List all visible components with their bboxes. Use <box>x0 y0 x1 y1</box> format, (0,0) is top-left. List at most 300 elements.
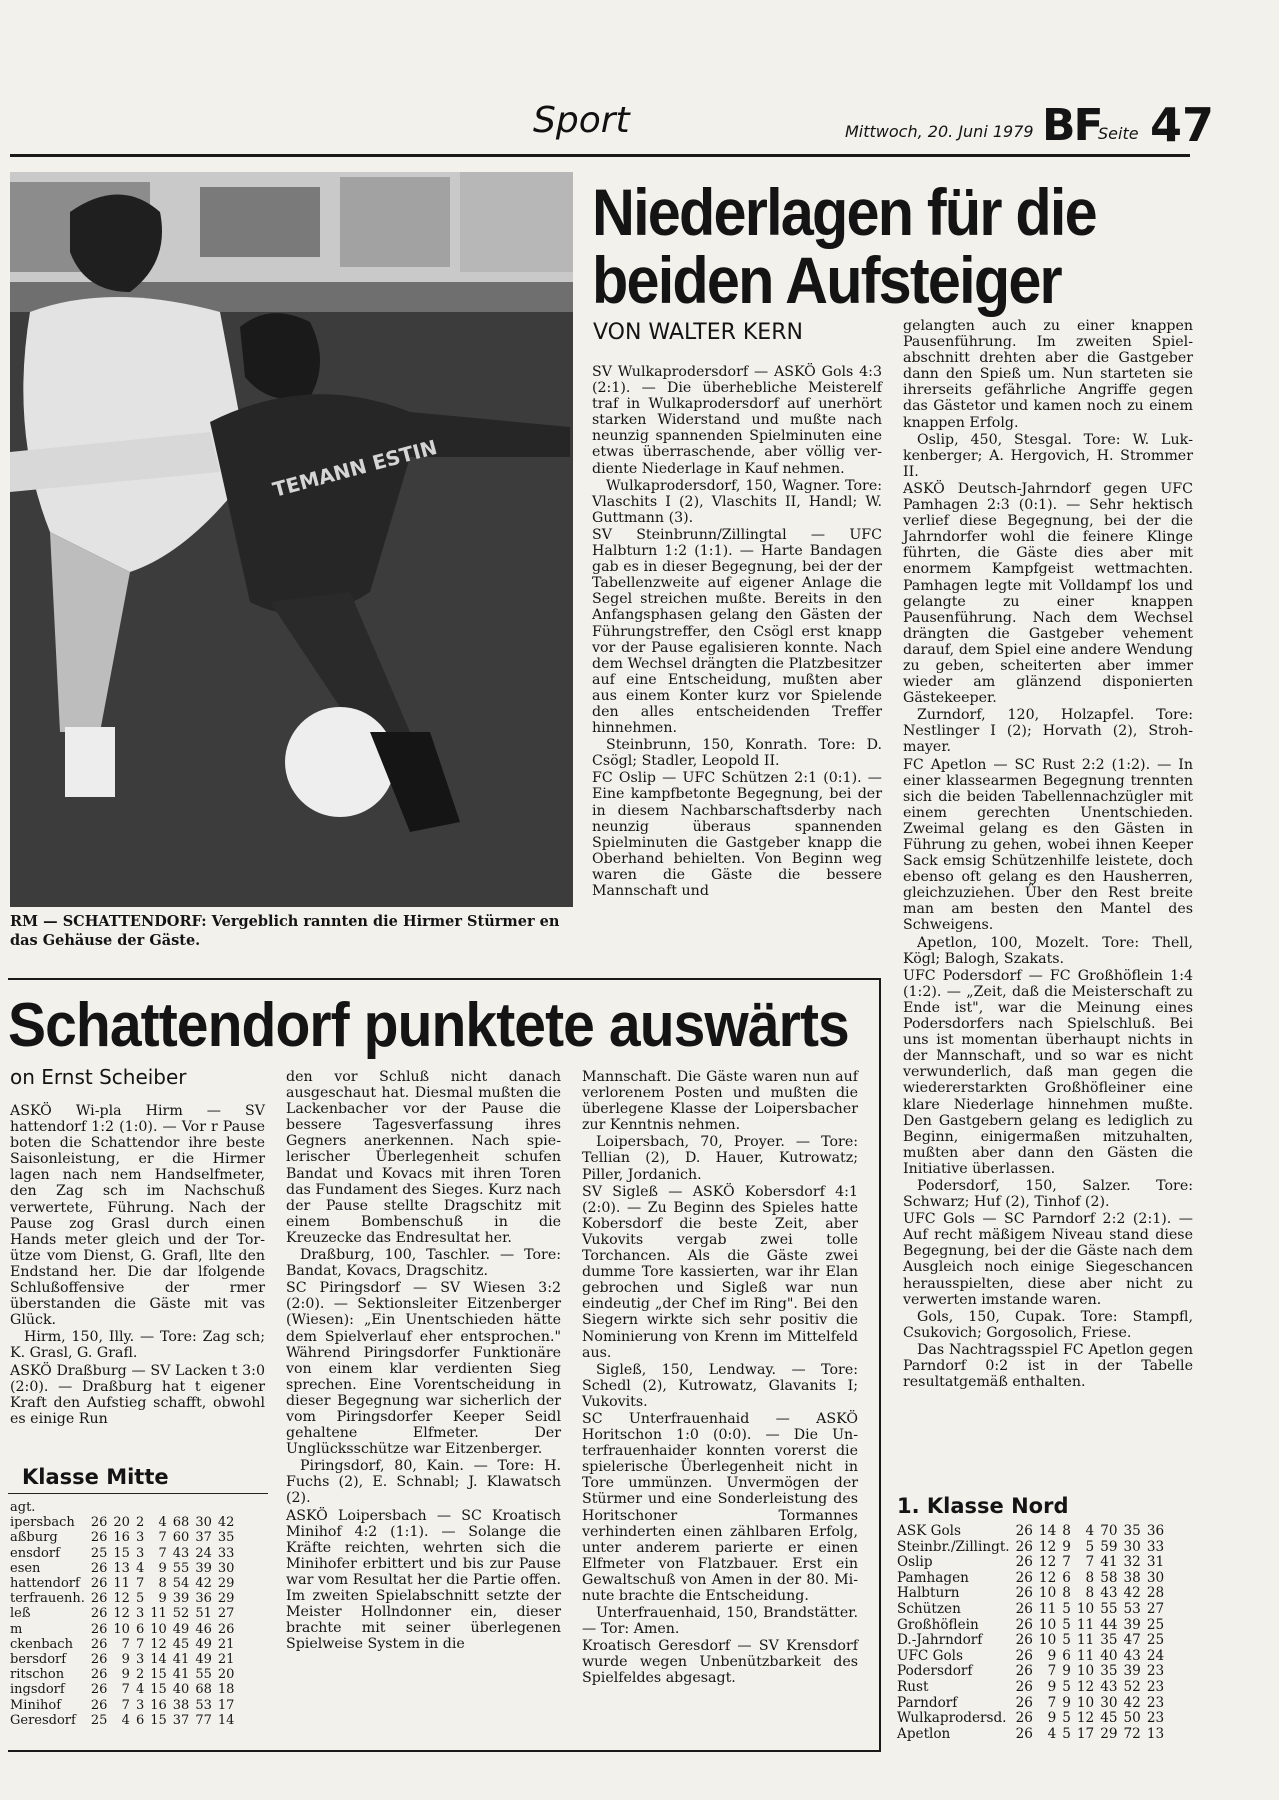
paragraph: SC Piringsdorf — SV Wiesen 3:2 (2:0). — Sektionsleiter Eitzenberger (Wiesen): „Ein Unentschieden hätte dem Spielverlauf eher entsprochen." Während Piringsdorfer Funktionäre von einem klar verdienten Sieg sprechen. Eine Vorentscheidung in dieser Begegnung war sicherlich der vom Piringsdorfer Keeper Seidl gehaltene Elfmeter. Der Unglücksschütze war Eitzenberger. <box>286 1280 561 1458</box>
stat-cell: 26 <box>1015 1710 1033 1727</box>
stat-cell: 4 <box>121 1712 130 1728</box>
stat-cell: 10 <box>1038 1632 1057 1649</box>
stat-cell: 4 <box>135 1682 145 1698</box>
stat-cell: 7 <box>1062 1554 1071 1571</box>
stat-cell: 26 <box>1015 1663 1033 1680</box>
stat-cell: 12 <box>113 1591 130 1607</box>
team-name: Oslip <box>897 1554 933 1571</box>
standings-table-nord <box>897 1524 1164 1742</box>
stat-cell: 9 <box>158 1560 167 1576</box>
stat-cell: 5 <box>1062 1616 1071 1633</box>
article1-column-2 <box>903 318 1193 1391</box>
stat-cell: 43 <box>1100 1678 1118 1695</box>
paragraph: SV Wulkaprodersdorf — ASKÖ Gols 4:3 (2:1). — Die überhebliche Meisterelf traf in Wulkaprodersdorf auf unerhört starken Widerstand und mußte nach neunzig spannenden Spielminuten eine etwas überraschende, aber völlig verdiente Niederlage in Kauf nehmen. <box>592 364 882 477</box>
stat-cell: 6 <box>135 1712 145 1728</box>
stat-cell: 18 <box>217 1682 235 1698</box>
stat-cell: 30 <box>1100 1694 1118 1711</box>
stat-cell: 68 <box>172 1515 190 1531</box>
table-row <box>897 1649 1164 1665</box>
stat-cell: 7 <box>121 1636 130 1652</box>
stat-cell: 26 <box>1015 1600 1033 1617</box>
stat-cell: 12 <box>1038 1554 1057 1571</box>
team-name: Halbturn <box>897 1585 960 1602</box>
stat-cell: 5 <box>1062 1678 1071 1695</box>
team-name: ritschon <box>10 1667 65 1683</box>
stat-cell: 25 <box>90 1712 108 1728</box>
table-row <box>10 1652 234 1667</box>
article1-column-1 <box>592 364 882 900</box>
team-name: m <box>10 1621 23 1637</box>
team-name: Wulkaprodersd. <box>897 1710 1007 1727</box>
stat-cell: 10 <box>1038 1585 1057 1602</box>
team-name: Podersdorf <box>897 1663 973 1680</box>
team-name: bersdorf <box>10 1652 67 1668</box>
table-row <box>10 1500 234 1515</box>
stat-cell: 6 <box>135 1621 145 1637</box>
section-title: Sport <box>533 100 630 141</box>
stat-cell: 35 <box>217 1530 235 1546</box>
paragraph: Zurndorf, 120, Holzapfel. Tore: Nestlinger I (2); Horvath (2), Strohmayer. <box>903 707 1193 756</box>
team-name: Geresdorf <box>10 1712 76 1728</box>
paragraph: gelangten auch zu einer knappen Pausenführung. Im zweiten Spielabschnitt drehten aber die Gastgeber dann den Spieß um. Nun starteten sie ihrerseits gefährliche Angriffe gegen das Gästetor und kamen noch zu einem knappen Erfolg. <box>903 318 1193 431</box>
paragraph: FC Apetlon — SC Rust 2:2 (1:2). — In einer klassearmen Begegnung trennten sich die beiden Tabellennachzügler mit einem gerechten Unentschieden. Zweimal gelang es den Gästen in Führung zu gehen, wobei ihnen Keeper Sack emsig Schützenhilfe leistete, doch ebenso oft gelang es den Hausherren, gleichzuziehen. Über den Rest breite man am besten den Mantel des Schweigens. <box>903 756 1193 934</box>
stat-cell: 42 <box>1123 1585 1141 1602</box>
stat-cell: 7 <box>121 1697 130 1713</box>
stat-cell: 26 <box>1015 1538 1033 1555</box>
article1-byline: VON WALTER KERN <box>593 320 803 345</box>
article2-column-3 <box>582 1069 858 1688</box>
table-row <box>10 1606 234 1621</box>
team-name: Großhöflein <box>897 1616 979 1633</box>
stat-cell: 35 <box>1123 1523 1141 1539</box>
paragraph: ASKÖ Draßburg — SV Lacken t 3:0 (2:0). — Draßburg hat t eigener Kraft den Aufstieg schafft, obwohl es einige Run <box>10 1362 265 1427</box>
article2-byline: on Ernst Scheiber <box>10 1065 187 1089</box>
issue-date: Mittwoch, 20. Juni 1979 <box>845 122 1034 141</box>
stat-cell: 26 <box>1015 1569 1033 1586</box>
paragraph: Unterfrauenhaid, 150, Brandstätter. — Tor: Amen. <box>582 1605 858 1638</box>
stat-cell: 38 <box>172 1697 190 1713</box>
stat-cell: 39 <box>1123 1616 1141 1633</box>
table-row <box>10 1713 234 1728</box>
stat-cell <box>167 1500 190 1515</box>
table-row <box>897 1633 1164 1649</box>
table-row <box>10 1576 234 1591</box>
stat-cell: 45 <box>172 1636 190 1652</box>
stat-cell: 70 <box>1100 1523 1118 1539</box>
team-name: ASK Gols <box>897 1523 961 1539</box>
paragraph: Gols, 150, Cupak. Tore: Stampfl, Csukovich; Gorgosolich, Friese. <box>903 1308 1193 1341</box>
paragraph: Kroatisch Geresdorf — SV Krensdorf wurde wegen Unbenützbarkeit des Spielfeldes abgesagt. <box>582 1638 858 1687</box>
paragraph: Hirm, 150, Illy. — Tore: Zag sch; K. Grasl, G. Grafl. <box>10 1329 265 1362</box>
stat-cell: 29 <box>217 1576 235 1592</box>
stat-cell: 7 <box>135 1576 145 1592</box>
stat-cell: 10 <box>150 1621 167 1637</box>
stat-cell: 7 <box>158 1545 167 1561</box>
stat-cell: 25 <box>1146 1632 1165 1649</box>
stat-cell: 20 <box>217 1667 235 1683</box>
stat-cell: 51 <box>195 1606 212 1622</box>
table-row <box>10 1561 234 1576</box>
team-name: D.-Jahrndorf <box>897 1632 983 1649</box>
stat-cell: 35 <box>1100 1632 1118 1649</box>
stat-cell: 35 <box>1100 1663 1118 1680</box>
stat-cell: 26 <box>90 1636 108 1652</box>
stat-cell: 15 <box>150 1667 167 1683</box>
stat-cell: 26 <box>1015 1694 1033 1711</box>
stat-cell: 26 <box>90 1697 108 1713</box>
table-row <box>897 1602 1164 1618</box>
stat-cell: 3 <box>135 1697 145 1713</box>
paragraph: Mannschaft. Die Gäste waren nun auf verlorenem Posten und mußten die überlegene Klasse der Loipersbacher zur Kenntnis nehmen. <box>582 1069 858 1134</box>
team-name: esen <box>10 1560 41 1576</box>
table-row <box>897 1586 1164 1602</box>
article2-column-1 <box>10 1103 265 1428</box>
stat-cell: 68 <box>195 1682 212 1698</box>
stat-cell: 33 <box>217 1545 235 1561</box>
stat-cell: 39 <box>172 1591 190 1607</box>
paragraph: Loipersbach, 70, Proyer. — Tore: Tellian (2), D. Hauer, Kutrowatz; Piller, Jordanich. <box>582 1134 858 1183</box>
stat-cell: 11 <box>113 1576 130 1592</box>
stat-cell: 26 <box>90 1621 108 1637</box>
stat-cell: 77 <box>195 1712 212 1728</box>
paragraph: Steinbrunn, 150, Konrath. Tore: D. Csögl; Stadler, Leopold II. <box>592 737 882 770</box>
table-row <box>10 1530 234 1545</box>
stat-cell: 13 <box>1146 1725 1165 1742</box>
table-row <box>10 1515 234 1530</box>
paragraph: Piringsdorf, 80, Kain. — Tore: H. Fuchs (2), E. Schnabl; J. Klawatsch (2). <box>286 1458 561 1507</box>
photo-illustration <box>10 172 573 907</box>
page-number: 47 <box>1150 98 1215 152</box>
stat-cell: 21 <box>217 1652 235 1668</box>
stat-cell: 52 <box>172 1606 190 1622</box>
stat-cell: 4 <box>135 1560 145 1576</box>
stat-cell: 26 <box>1015 1523 1033 1539</box>
stat-cell: 26 <box>90 1591 108 1607</box>
stat-cell: 33 <box>1146 1538 1165 1555</box>
article2-column-2 <box>286 1069 561 1653</box>
stat-cell: 7 <box>1047 1663 1057 1680</box>
stat-cell: 14 <box>1038 1523 1057 1539</box>
stat-cell: 7 <box>121 1682 130 1698</box>
stat-cell: 26 <box>1015 1725 1033 1742</box>
stat-cell: 58 <box>1100 1569 1118 1586</box>
stat-cell <box>189 1500 212 1515</box>
stat-cell: 9 <box>1047 1710 1057 1727</box>
paragraph: Draßburg, 100, Taschler. — Tore: Bandat, Kovacs, Dragschitz. <box>286 1247 561 1280</box>
paragraph: Das Nachtragsspiel FC Apetlon gegen Parndorf 0:2 ist in der Tabelle resultatgemäß enthalten. <box>903 1341 1193 1391</box>
team-name: ckenbach <box>10 1636 73 1652</box>
stat-cell: 29 <box>1100 1725 1118 1742</box>
stat-cell: 49 <box>172 1621 190 1637</box>
stat-cell: 9 <box>1047 1678 1057 1695</box>
stat-cell: 15 <box>113 1545 130 1561</box>
stat-cell: 12 <box>1076 1710 1095 1727</box>
stat-cell: 53 <box>1123 1600 1141 1617</box>
stat-cell: 24 <box>1146 1647 1165 1664</box>
table-row <box>10 1546 234 1561</box>
table-row <box>897 1664 1164 1680</box>
stat-cell: 5 <box>1062 1725 1071 1742</box>
stat-cell: 10 <box>1076 1694 1095 1711</box>
stat-cell: 11 <box>1038 1600 1057 1617</box>
stat-cell: 26 <box>90 1682 108 1698</box>
header-rule <box>10 154 1190 157</box>
standings-table-mitte <box>10 1500 234 1728</box>
table-row <box>10 1591 234 1606</box>
stat-cell: 23 <box>1146 1710 1165 1727</box>
stat-cell: 43 <box>1123 1647 1141 1664</box>
stat-cell: 39 <box>1123 1663 1141 1680</box>
paragraph: UFC Podersdorf — FC Großhöflein 1:4 (1:2). — „Zeit, daß die Meisterschaft zu Ende ist", war die Meinung eines Podersdorfers nach Spielschluß. Bei uns ist momentan überhaupt nichts in der Mannschaft, und so war es nicht verwunderlich, daß man gegen die wiedererstarkten Großhöfleiner eine klare Niederlage hinnehmen mußte. Den Gastgebern gelang es lediglich zu Beginn, einigermaßen mitzuhalten, mußten aber dann den Gästen die Initiative überlassen. <box>903 967 1193 1177</box>
stat-cell: 42 <box>195 1576 212 1592</box>
stat-cell: 23 <box>1146 1678 1165 1695</box>
stat-cell: 41 <box>172 1652 190 1668</box>
stat-cell: 12 <box>1038 1569 1057 1586</box>
paragraph: ASKÖ Deutsch-Jahrndorf gegen UFC Pamhagen 2:3 (0:1). — Sehr hektisch verlief diese Begegnung, bei der die Jahrndorfer wohl die feinere Klinge führten, die Gäste dies aber mit enormem Kampfgeist wettmachten. Pamhagen legte mit Volldampf los und gelangte zu einer knappen Pausenführung. Nach dem Wechsel drängten die Gastgeber vehement darauf, dem Spiel eine andere Wendung zu geben, scheiterten aber immer wieder am glänzend disponierten Gästekeeper. <box>903 480 1193 707</box>
stat-cell: 26 <box>90 1576 108 1592</box>
stat-cell: 9 <box>1047 1647 1057 1664</box>
paragraph: Oslip, 450, Stesgal. Tore: W. Lukkenberger; A. Hergovich, H. Strommer II. <box>903 431 1193 480</box>
team-name: Schützen <box>897 1600 961 1617</box>
stat-cell: 55 <box>172 1560 190 1576</box>
table-row <box>10 1698 234 1713</box>
team-name: Rust <box>897 1678 929 1695</box>
team-name: ensdorf <box>10 1545 60 1561</box>
stat-cell: 10 <box>1076 1600 1095 1617</box>
page-label: Seite <box>1098 124 1139 143</box>
team-name: Apetlon <box>897 1725 951 1742</box>
paragraph: SV Steinbrunn/Zillingtal — UFC Halbturn 1:2 (1:1). — Harte Bandagen gab es in dieser Begegnung, bei der der Tabellenzweite auf eigener Anlage die Segel streichen mußte. Bereits in den Anfangsphasen gelang den Gästen der Führungstreffer, den Csögl erst knapp vor der Pause egalisieren konnte. Nach dem Wechsel drängten die Platzbesitzer auf eine Entscheidung, mußten aber aus einem Konter kurz vor Spielende den alles entscheidenden Treffer hinnehmen. <box>592 526 882 737</box>
stat-cell: 12 <box>1038 1538 1057 1555</box>
stat-cell: 3 <box>135 1606 145 1622</box>
stat-cell: 25 <box>1146 1616 1165 1633</box>
stat-cell: 43 <box>1100 1585 1118 1602</box>
stat-cell: 24 <box>195 1545 212 1561</box>
stat-cell: 4 <box>158 1515 167 1531</box>
stat-cell: 52 <box>1123 1678 1141 1695</box>
table-row <box>897 1696 1164 1712</box>
stat-cell: 46 <box>195 1621 212 1637</box>
stat-cell: 49 <box>195 1652 212 1668</box>
stat-cell: 27 <box>1146 1600 1165 1617</box>
stat-cell: 54 <box>172 1576 190 1592</box>
shirt-text: TEMANN ESTIN <box>270 434 440 502</box>
stat-cell <box>144 1500 167 1515</box>
table-row <box>897 1524 1164 1540</box>
stat-cell: 30 <box>195 1515 212 1531</box>
table-mitte-rule <box>8 1493 268 1494</box>
paragraph: SV Sigleß — ASKÖ Kobersdorf 4:1 (2:0). — Zu Beginn des Spieles hatte Kobersdorf die beste Zeit, aber Vukovits vergab zwei tolle Torchancen. Als die Gäste zwei dumme Tore kassierten, war ihr Elan gebrochen und Sigleß war nun eindeutig „der Chef im Ring". Bei den Siegern wirkte sich sehr positiv die Nominierung von Krenn im Mittelfeld aus. <box>582 1183 858 1361</box>
stat-cell: 13 <box>113 1560 130 1576</box>
team-name: Minihof <box>10 1697 62 1713</box>
stat-cell: 10 <box>1076 1663 1095 1680</box>
team-name: aßburg <box>10 1530 58 1546</box>
stat-cell: 50 <box>1123 1710 1141 1727</box>
table-row <box>10 1637 234 1652</box>
stat-cell: 5 <box>1085 1538 1095 1555</box>
stat-cell: 3 <box>135 1545 145 1561</box>
team-name: Pamhagen <box>897 1569 969 1586</box>
table-row <box>897 1571 1164 1587</box>
stat-cell: 53 <box>195 1697 212 1713</box>
stat-cell: 21 <box>217 1636 235 1652</box>
stat-cell: 7 <box>1085 1554 1095 1571</box>
stat-cell: 12 <box>113 1606 130 1622</box>
stat-cell: 26 <box>90 1606 108 1622</box>
table-row <box>897 1680 1164 1696</box>
paragraph: Podersdorf, 150, Salzer. Tore: Schwarz; Huf (2), Tinhof (2). <box>903 1177 1193 1211</box>
team-name: Steinbr./Zillingt. <box>897 1538 1010 1555</box>
stat-cell: 26 <box>217 1621 235 1637</box>
table-row <box>897 1618 1164 1634</box>
stat-cell: 36 <box>1146 1523 1165 1539</box>
stat-cell: 30 <box>1123 1538 1141 1555</box>
stat-cell: 55 <box>1100 1600 1118 1617</box>
stat-cell: 9 <box>121 1652 130 1668</box>
stat-cell: 36 <box>195 1591 212 1607</box>
team-name: ingsdorf <box>10 1682 65 1698</box>
stat-cell: 5 <box>1062 1600 1071 1617</box>
stat-cell: 9 <box>1062 1538 1071 1555</box>
table-row <box>10 1667 234 1682</box>
stat-cell: 3 <box>135 1652 145 1668</box>
team-name: hattendorf <box>10 1576 80 1592</box>
stat-cell: 12 <box>150 1636 167 1652</box>
table-row <box>897 1711 1164 1727</box>
table-row <box>10 1622 234 1637</box>
stat-cell: 41 <box>1100 1554 1118 1571</box>
stat-cell: 26 <box>90 1530 108 1546</box>
stat-cell: 32 <box>1123 1554 1141 1571</box>
table-mitte-title: Klasse Mitte <box>22 1465 169 1489</box>
paragraph: Apetlon, 100, Mozelt. Tore: Thell, Kögl; Balogh, Szakats. <box>903 934 1193 967</box>
stat-cell: 11 <box>1076 1647 1095 1664</box>
stat-cell: 26 <box>90 1667 108 1683</box>
article1-headline: Niederlagen für die beiden Aufsteiger <box>592 175 1096 317</box>
stat-cell: 15 <box>150 1682 167 1698</box>
team-name: UFC Gols <box>897 1647 963 1664</box>
table-mitte <box>10 1500 268 1728</box>
paragraph: FC Oslip — UFC Schützen 2:1 (0:1). — Eine kampfbetonte Begegnung, bei der in diesem Nachbarschaftsderby nach neunzig überaus spannenden Spielminuten die Gastgeber knapp die Oberhand behielten. Von Beginn weg waren die Gäste die bessere Mannschaft und <box>592 770 882 899</box>
stat-cell: 37 <box>195 1530 212 1546</box>
stat-cell: 59 <box>1100 1538 1118 1555</box>
stat-cell: 41 <box>172 1667 190 1683</box>
stat-cell: 17 <box>1076 1725 1095 1742</box>
team-name: ipersbach <box>10 1515 75 1531</box>
stat-cell: 4 <box>1047 1725 1057 1742</box>
stat-cell: 11 <box>150 1606 167 1622</box>
stat-cell: 38 <box>1123 1569 1141 1586</box>
stat-cell: 26 <box>1015 1585 1033 1602</box>
paragraph: ASKÖ Wi-pla Hirm — SV hattendorf 1:2 (1:0). — Vor r Pause boten die Schattendor ihre beste Saisonleistung, er die Hirmer lagen nach nem Handselfmeter, den Zag sch im Nachschuß verwertete, Führung. Nach der Pause zog Grasl durch einen Hands meter gleich und der Tor ütze vom Dienst, G. Grafl, llte den Endstand her. Die dar lfolgende Schlußoffensive der rmer überstanden die Gäste mit vas Glück. <box>10 1103 265 1329</box>
stat-cell <box>85 1500 108 1515</box>
newspaper-logo: BF <box>1042 100 1102 151</box>
stat-cell: 8 <box>158 1576 167 1592</box>
stat-cell: 11 <box>1076 1632 1095 1649</box>
stat-cell: 8 <box>1062 1585 1071 1602</box>
stat-cell: 40 <box>1100 1647 1118 1664</box>
stat-cell: 10 <box>113 1621 130 1637</box>
table-nord-title: 1. Klasse Nord <box>897 1494 1069 1518</box>
stat-cell: 23 <box>1146 1663 1165 1680</box>
stat-cell: 42 <box>217 1515 235 1531</box>
stat-cell: 2 <box>135 1515 145 1531</box>
stat-cell: 26 <box>1015 1678 1033 1695</box>
stat-cell: 26 <box>90 1515 108 1531</box>
stat-cell: 8 <box>1085 1569 1095 1586</box>
stat-cell: 25 <box>90 1545 108 1561</box>
stat-cell: 4 <box>1085 1523 1095 1539</box>
stat-cell: 44 <box>1100 1616 1118 1633</box>
stat-cell: 26 <box>1015 1616 1033 1633</box>
stat-cell: 9 <box>121 1667 130 1683</box>
stat-cell: 5 <box>1062 1710 1071 1727</box>
team-name: Parndorf <box>897 1694 958 1711</box>
stat-cell: 14 <box>217 1712 235 1728</box>
stat-cell: 5 <box>135 1591 145 1607</box>
table-nord <box>897 1524 1197 1742</box>
team-name: leß <box>10 1606 31 1622</box>
stat-cell: 26 <box>1015 1554 1033 1571</box>
stat-cell <box>107 1500 130 1515</box>
stat-cell: 72 <box>1123 1725 1141 1742</box>
stat-cell: 7 <box>158 1530 167 1546</box>
stat-cell: 29 <box>217 1591 235 1607</box>
stat-cell: 26 <box>1015 1647 1033 1664</box>
stat-cell: 30 <box>217 1560 235 1576</box>
stat-cell: 16 <box>113 1530 130 1546</box>
stat-cell: 27 <box>217 1606 235 1622</box>
stat-cell <box>130 1500 144 1515</box>
stat-cell: 17 <box>217 1697 235 1713</box>
paragraph: den vor Schluß nicht danach ausgeschaut hat. Diesmal mußten die Lackenbacher vor der Pause die bessere Tagesverfassung ihres Gegners anerkennen. Nach spielerischer Überlegenheit schufen Bandat und Kovacs mit ihren Toren das Fundament des Sieges. Kurz nach der Pause stellte Dragschitz mit einem Bombenschuß in die Kreuzecke das Endresultat her. <box>286 1069 561 1246</box>
stat-cell: 60 <box>172 1530 190 1546</box>
stat-cell: 3 <box>135 1530 145 1546</box>
stat-cell: 7 <box>135 1636 145 1652</box>
stat-cell: 49 <box>195 1636 212 1652</box>
stat-cell: 14 <box>150 1652 167 1668</box>
stat-cell: 12 <box>1076 1678 1095 1695</box>
football-photo <box>10 172 573 907</box>
stat-cell: 10 <box>1038 1616 1057 1633</box>
stat-cell: 16 <box>150 1697 167 1713</box>
stat-cell: 47 <box>1123 1632 1141 1649</box>
stat-cell: 9 <box>1062 1694 1071 1711</box>
stat-cell: 20 <box>113 1515 130 1531</box>
paragraph: Sigleß, 150, Lendway. — Tore: Schedl (2), Kutrowatz, Glavanits I; Vukovits. <box>582 1361 858 1410</box>
stat-cell: 40 <box>172 1682 190 1698</box>
stat-cell: 5 <box>1062 1632 1071 1649</box>
stat-cell: 6 <box>1062 1647 1071 1664</box>
paragraph: SC Unterfrauenhaid — ASKÖ Horitschon 1:0 (0:0). — Die Unterfrauenhaider konnten vorerst die spielerische Überlegenheit nicht in Tore ummünzen. Unvermögen der Stürmer und eine Sonderleistung des Horitschoner Tormannes verhinderten einen zählbaren Erfolg, unter anderem parierte er einen Elfmeter von Flatzbauer. Erst ein Gewaltschuß von Amen in der 80. Minute brachte die Entscheidung. <box>582 1410 858 1604</box>
stat-cell: 30 <box>1146 1569 1165 1586</box>
photo-caption: RM — SCHATTENDORF: Vergeblich rannten die Hirmer Stürmer en das Gehäuse der Gäste. <box>10 913 560 949</box>
stat-cell: 2 <box>135 1667 145 1683</box>
table-row <box>897 1555 1164 1571</box>
stat-cell: 55 <box>195 1667 212 1683</box>
stat-cell: 42 <box>1123 1694 1141 1711</box>
stat-cell: 8 <box>1085 1585 1095 1602</box>
table-row <box>10 1682 234 1697</box>
stat-cell <box>212 1500 235 1515</box>
team-name: terfrauenh. <box>10 1591 85 1607</box>
stat-cell: 39 <box>195 1560 212 1576</box>
stat-cell: 6 <box>1062 1569 1071 1586</box>
stat-cell: 8 <box>1062 1523 1071 1539</box>
stat-cell: 26 <box>90 1560 108 1576</box>
stat-cell: 26 <box>90 1652 108 1668</box>
team-name: agt. <box>10 1500 36 1515</box>
